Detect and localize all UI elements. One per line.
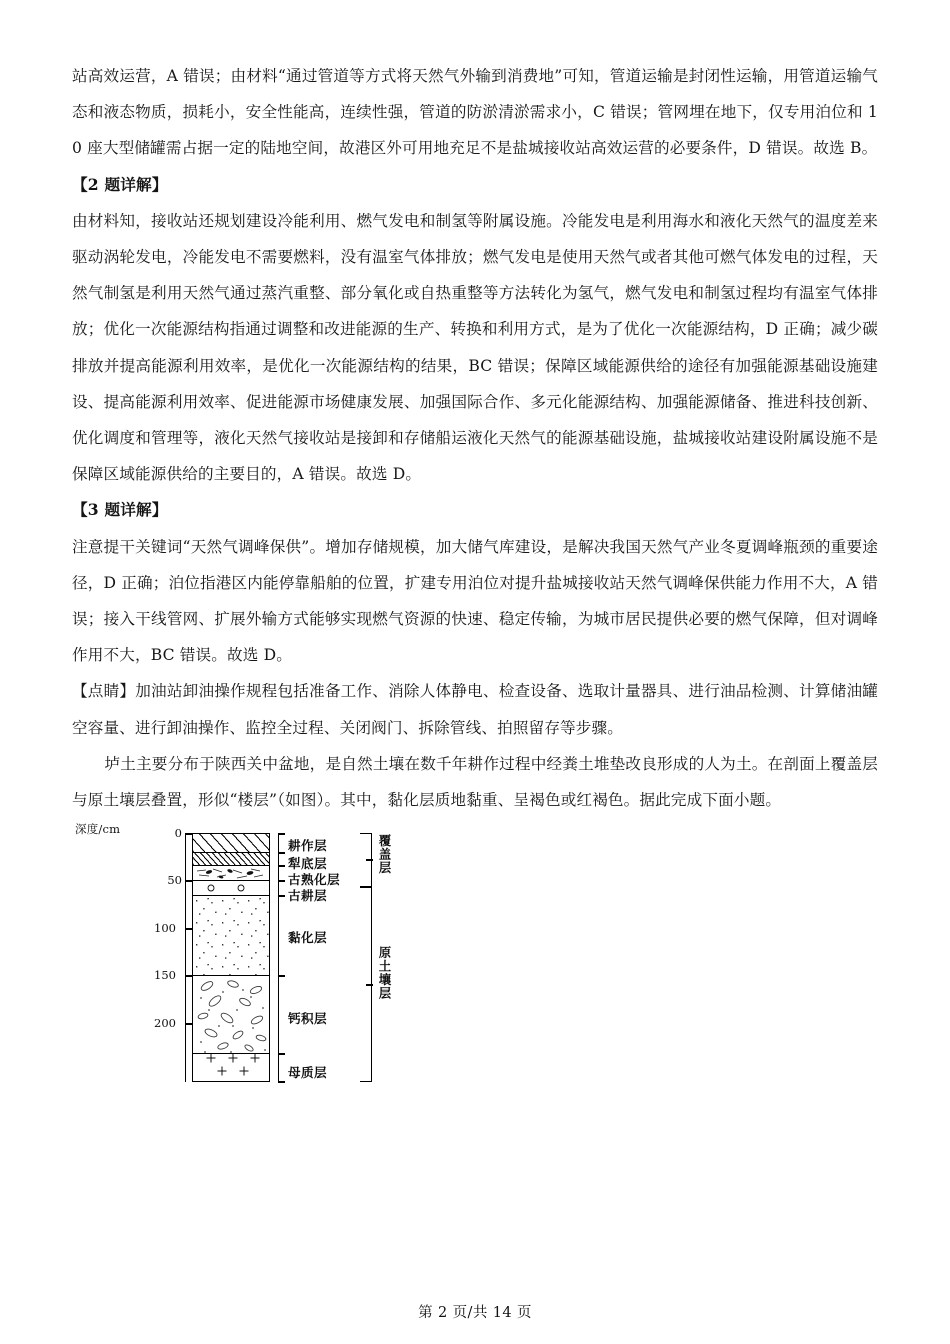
layer-name-parent-material: 母质层 xyxy=(288,1065,327,1081)
depth-tick-50: 50 xyxy=(167,873,182,888)
paragraph-material-lutu: 垆土主要分布于陕西关中盆地，是自然土壤在数千年耕作过程中经粪土堆垫改良形成的人为土。在剖面上覆盖层与原土壤层叠置，形似“楼层”（如图）。其中，黏化层质地黏重、呈褐色或红褐色。据此完成下面小题。 xyxy=(72,754,878,810)
page-footer: 第 2 页/共 14 页 xyxy=(418,1305,532,1321)
group-label-cover: 覆盖层 xyxy=(377,834,392,876)
soil-layer-ancient-tillage xyxy=(193,881,269,896)
layer-label-tick-7 xyxy=(278,1081,285,1082)
depth-tick-150: 150 xyxy=(154,968,176,983)
depth-tick-mark-150 xyxy=(185,975,192,976)
paragraph-dianjing-note: 【点睛】加油站卸油操作规程包括准备工作、消除人体静电、检查设备、选取计量器具、进行油品检测、计算储油罐空容量、进行卸油操作、监控全过程、关闭阀门、拆除管线、拍照留存等步骤。 xyxy=(72,682,878,737)
soil-layer-calcic xyxy=(193,976,269,1054)
group-nub-cover xyxy=(366,859,373,860)
layer-label-tick-3 xyxy=(278,880,285,881)
depth-axis-line xyxy=(185,833,186,1082)
soil-profile-figure xyxy=(72,824,492,1096)
depth-tick-200: 200 xyxy=(154,1016,176,1031)
layer-label-tick-6 xyxy=(278,1053,285,1054)
depth-tick-mark-200 xyxy=(185,1023,192,1024)
paragraph-answer-3: 注意提干关键词“天然气调峰保供”。增加存储规模，加大储气库建设，是解决我国天然气产业冬夏调峰瓶颈的重要途径，D 正确；泊位指港区内能停靠船舶的位置，扩建专用泊位对提升盐城接收站天然气调峰保供能力作用不大，A 错误；接入干线管网、扩展外输方式能够实现燃气资源的快速、稳定传输，为城市居民提供必要的燃气保障，但对调峰作用不大，BC 错误。故选 D。 xyxy=(72,537,878,665)
layer-name-plow-pan: 犁底层 xyxy=(288,856,327,872)
soil-column xyxy=(192,833,270,1082)
soil-layer-plow-pan xyxy=(193,853,269,866)
depth-axis-title: 深度/cm xyxy=(75,822,121,837)
paragraph-answer1-continuation: 站高效运营，A 错误；由材料“通过管道等方式将天然气外输到消费地”可知，管道运输是封闭性运输，用管道运输气态和液态物质，损耗小，安全性能高，连续性强，管道的防淤清淤需求小，C 错误；管网埋在地下，仅专用泊位和 10 座大型储罐需占据一定的陆地空间，故港区外可用地充足不是盐城接收站高效运营的必要条件，D 错误。故选 B。 xyxy=(72,67,878,158)
page-content xyxy=(72,58,878,1096)
layer-label-tick-1 xyxy=(278,852,285,853)
paragraph-answer-2: 由材料知，接收站还规划建设冷能利用、燃气发电和制氢等附属设施。冷能发电是利用海水和液化天然气的温度差来驱动涡轮发电，冷能发电不需要燃料，没有温室气体排放；燃气发电是使用天然气或者其他可燃气体发电的过程，天然气制氢是利用天然气通过蒸汽重整、部分氧化或自热重整等方法转化为氢气，燃气发电和制氢过程均有温室气体排放；优化一次能源结构指通过调整和改进能源的生产、转换和利用方式，是为了优化一次能源结构，D 正确；减少碳排放并提高能源利用效率，是优化一次能源结构的结果，BC 错误；保障区域能源供给的途径有加强能源基础设施建设、提高能源利用效率、促进能源市场健康发展、加强国际合作、多元化能源结构、加强能源储备、推进科技创新、优化调度和管理等，液化天然气接收站是接卸和存储船运液化天然气的能源基础设施，盐城接收站建设附属设施不是保障区域能源供给的主要目的，A 错误。故选 D。 xyxy=(72,211,878,484)
depth-tick-mark-100 xyxy=(185,928,192,929)
fragment-pattern-icon xyxy=(193,866,269,881)
nodule-pattern-icon xyxy=(193,976,269,1054)
layer-name-ancient-tillage: 古耕层 xyxy=(288,888,327,904)
group-nub-original-soil xyxy=(366,984,373,985)
heading-question-3: 【3 题详解】 xyxy=(72,500,168,520)
soil-layer-clay xyxy=(193,896,269,976)
layer-label-tick-4 xyxy=(278,895,285,896)
depth-tick-mark-0 xyxy=(185,833,192,834)
layer-name-clay: 黏化层 xyxy=(288,930,327,946)
plus-pattern-icon xyxy=(193,1054,269,1081)
layer-name-ancient-matured: 古熟化层 xyxy=(288,872,340,888)
depth-tick-mark-50 xyxy=(185,880,192,881)
heading-question-2: 【2 题详解】 xyxy=(72,174,168,194)
soil-layer-tillage xyxy=(193,834,269,853)
layer-label-tick-5 xyxy=(278,975,285,976)
depth-tick-0: 0 xyxy=(174,826,182,841)
soil-layer-ancient-matured xyxy=(193,866,269,881)
group-label-original-soil: 原土壤层 xyxy=(377,946,392,1001)
depth-tick-100: 100 xyxy=(154,921,176,936)
layer-label-tick-0 xyxy=(278,833,285,834)
soil-layer-parent-material xyxy=(193,1054,269,1081)
circle-pattern-icon xyxy=(193,881,269,896)
layer-label-tick-2 xyxy=(278,865,285,866)
layer-name-tillage: 耕作层 xyxy=(288,838,327,854)
layer-label-axis xyxy=(278,833,279,1082)
layer-name-calcic: 钙积层 xyxy=(288,1011,327,1027)
